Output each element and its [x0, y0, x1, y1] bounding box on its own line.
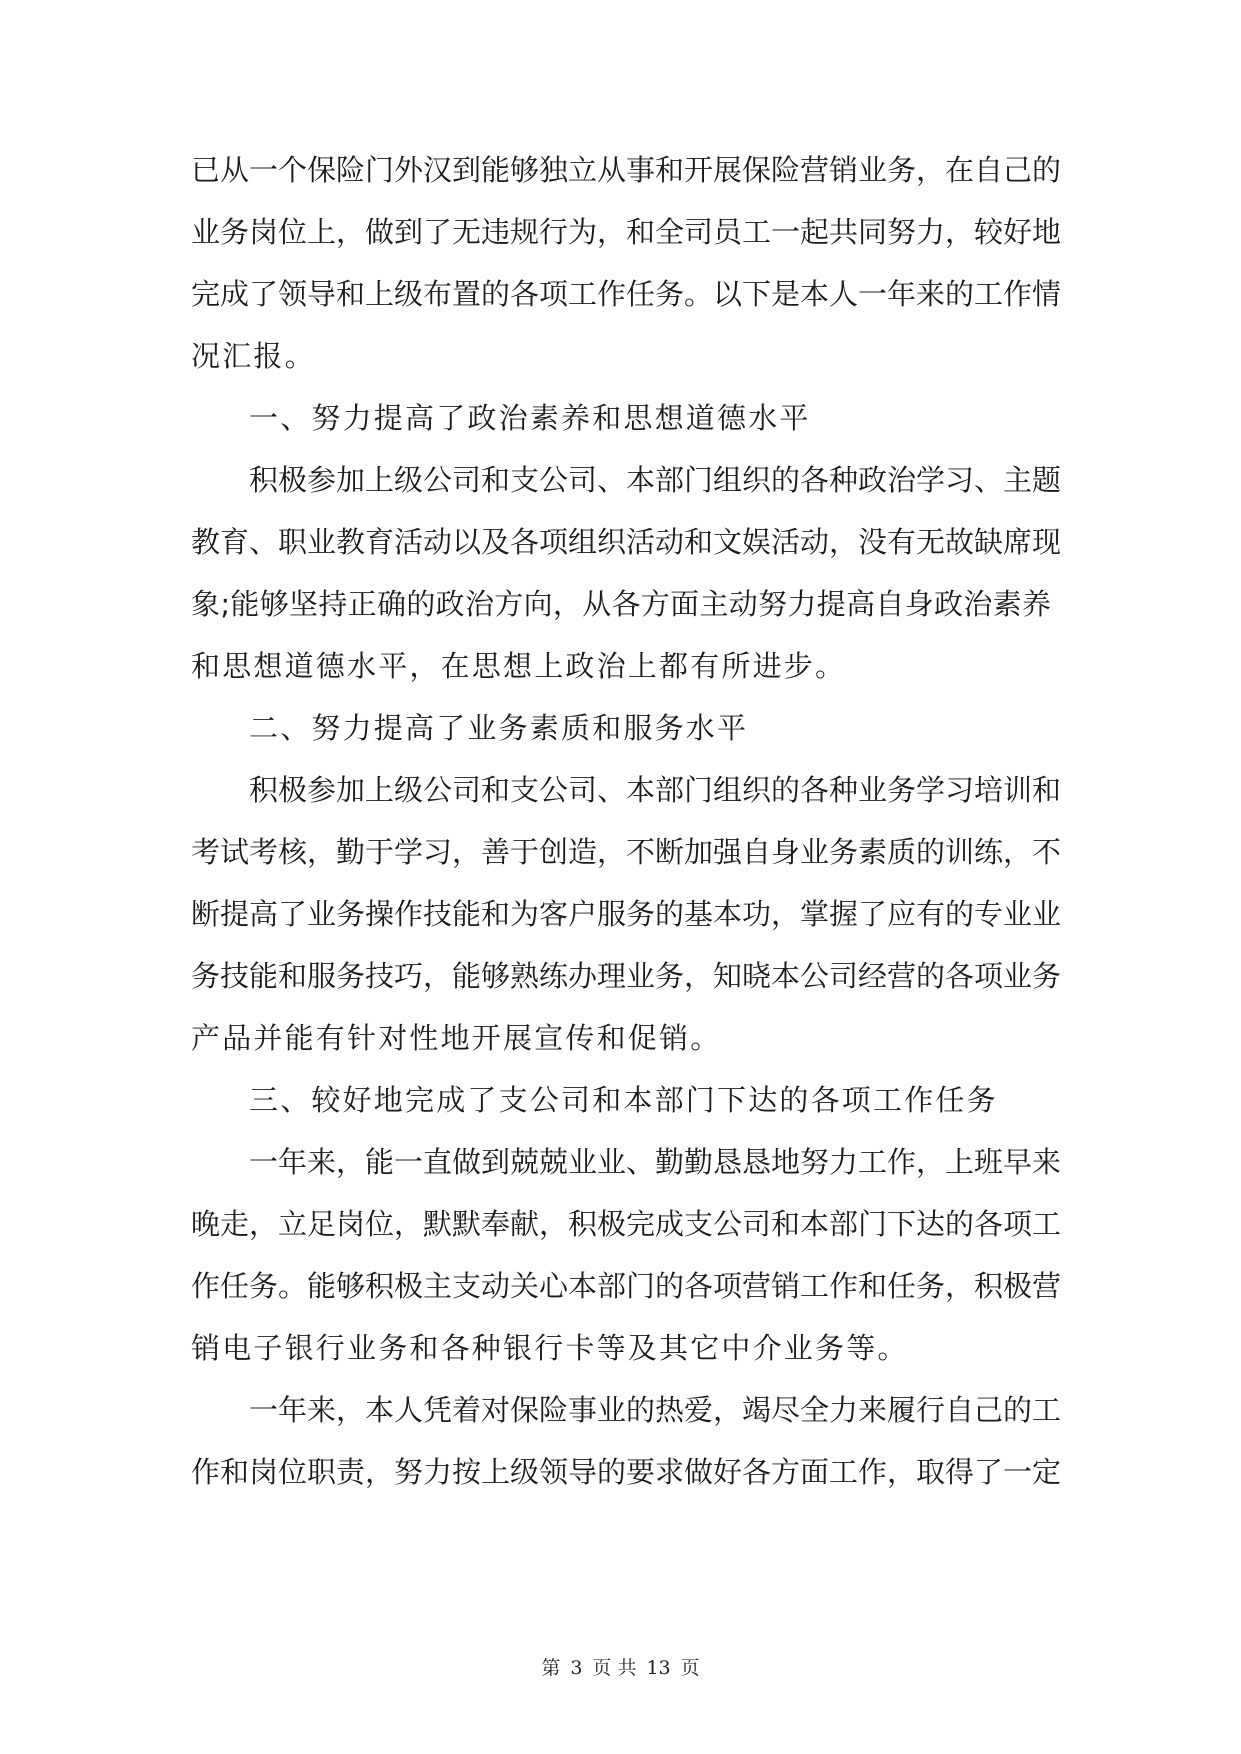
section-heading: 三、较好地完成了支公司和本部门下达的各项工作任务 [249, 1083, 998, 1117]
footer-suffix: 页 [680, 1657, 700, 1679]
text-line: 象;能够坚持正确的政治方向，从各方面主动努力提高自身政治素养 [191, 587, 1051, 621]
text-line: 业务岗位上，做到了无违规行为，和全司员工一起共同努力，较好地 [191, 215, 1062, 249]
text-line: 销电子银行业务和各种银行卡等及其它中介业务等。 [191, 1331, 909, 1365]
text-line: 作任务。能够积极主支动关心本部门的各项营销工作和任务，积极营 [191, 1269, 1062, 1303]
text-line: 晚走，立足岗位，默默奉献，积极完成支公司和本部门下达的各项工 [191, 1207, 1062, 1241]
footer-total-pages: 13 [646, 1657, 671, 1679]
footer-current-page: 3 [570, 1657, 583, 1679]
section-heading: 一、努力提高了政治素养和思想道德水平 [249, 401, 811, 435]
text-line: 一年来，本人凭着对保险事业的热爱，竭尽全力来履行自己的工 [249, 1393, 1062, 1427]
text-line: 作和岗位职责，努力按上级领导的要求做好各方面工作，取得了一定 [191, 1455, 1062, 1489]
text-line: 断提高了业务操作技能和为客户服务的基本功，掌握了应有的专业业 [191, 897, 1062, 931]
footer-middle: 页 共 [592, 1657, 637, 1679]
text-line: 和思想道德水平，在思想上政治上都有所进步。 [191, 649, 847, 683]
text-line: 务技能和服务技巧，能够熟练办理业务，知晓本公司经营的各项业务 [191, 959, 1062, 993]
section-heading: 二、努力提高了业务素质和服务水平 [249, 711, 749, 745]
text-line: 考试考核，勤于学习，善于创造，不断加强自身业务素质的训练，不 [191, 835, 1062, 869]
page-footer [0, 1653, 1241, 1680]
text-line: 积极参加上级公司和支公司、本部门组织的各种业务学习培训和 [249, 773, 1062, 807]
footer-prefix: 第 [541, 1657, 561, 1679]
text-line: 积极参加上级公司和支公司、本部门组织的各种政治学习、主题 [249, 463, 1062, 497]
text-line: 况汇报。 [191, 339, 316, 373]
text-line: 教育、职业教育活动以及各项组织活动和文娱活动，没有无故缺席现 [191, 525, 1062, 559]
text-line: 一年来，能一直做到兢兢业业、勤勤恳恳地努力工作，上班早来 [249, 1145, 1062, 1179]
text-line: 已从一个保险门外汉到能够独立从事和开展保险营销业务，在自己的 [191, 153, 1062, 187]
text-line: 完成了领导和上级布置的各项工作任务。以下是本人一年来的工作情 [191, 277, 1062, 311]
text-line: 产品并能有针对性地开展宣传和促销。 [191, 1021, 722, 1055]
